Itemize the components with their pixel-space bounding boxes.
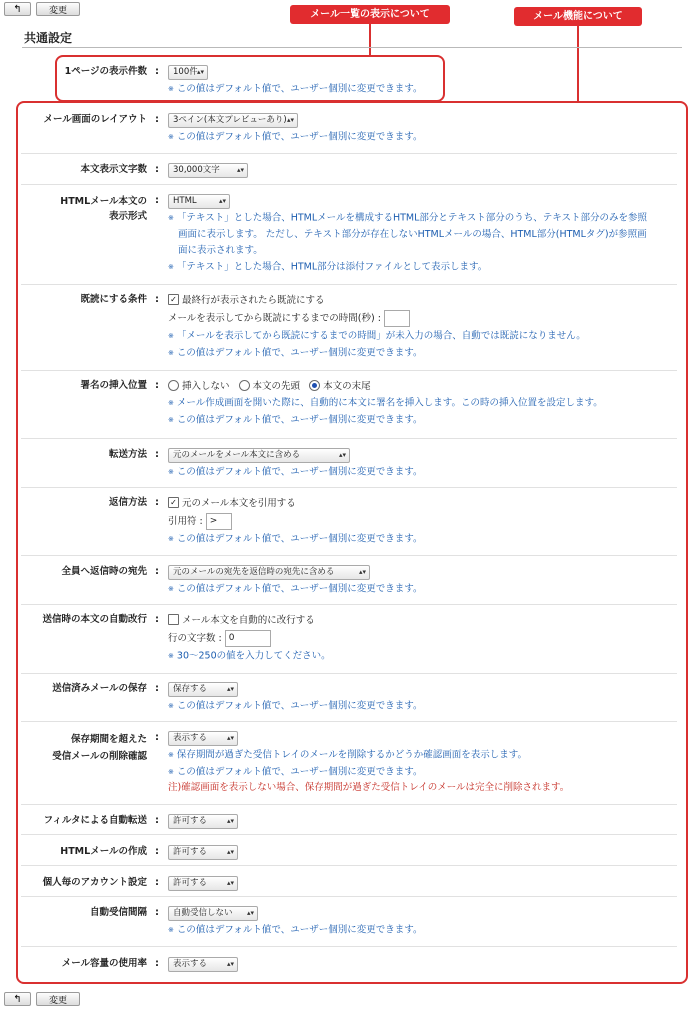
row-label: 署名の挿入位置 [80,380,147,391]
auto-receive-select[interactable]: 自動受信しない ▴▾ [168,906,258,921]
row-label: 保存期間を超えた 受信メールの削除確認 [52,734,147,762]
row-label: HTMLメールの作成 [60,846,147,857]
row-label: 本文表示文字数 [80,164,147,175]
auto-wrap-note: ※ 30～250の値を入力してください。 [168,650,331,662]
select-arrow-icon: ▴▾ [226,685,234,693]
bottom-toolbar [4,992,80,1008]
default-note: ※ この値はデフォルト値で、ユーザー個別に変更できます。 [168,347,423,358]
back-button[interactable] [4,992,31,1006]
expired-confirm-select[interactable]: 表示する ▴▾ [168,731,238,746]
row-divider [21,284,677,285]
back-arrow-icon: ↰ [13,4,22,15]
row-divider [21,153,677,154]
layout-select[interactable]: 3ペイン(本文プレビューあり) ▴▾ [168,113,298,128]
row-divider [21,487,677,488]
read-last-line-checkbox[interactable]: ✓ [168,294,179,305]
select-arrow-icon: ▴▾ [196,68,204,76]
row-divider [21,370,677,371]
signature-note: ※ メール作成画面を開いた際に、自動的に本文に署名を挿入します。この時の挿入位置を設定します。 [168,397,603,409]
section-title: 共通設定 [24,31,73,45]
back-arrow-icon: ↰ [13,994,22,1005]
sent-save-select[interactable]: 保存する ▴▾ [168,682,238,697]
default-note: ※ この値はデフォルト値で、ユーザー個別に変更できます。 [168,700,423,712]
forward-select[interactable]: 元のメールをメール本文に含める ▴▾ [168,448,350,463]
title-divider [22,47,682,48]
row-divider [21,673,677,674]
row-label: 既読にする条件 [80,294,147,305]
expired-warning: 注)確認画面を表示しない場合、保存期間が過ぎた受信トレイのメールは完全に削除されます。 [168,782,570,793]
row-divider [21,604,677,605]
select-arrow-icon: ▴▾ [226,817,234,825]
select-arrow-icon: ▴▾ [226,734,234,742]
callout-connector [369,24,371,55]
html-format-select[interactable]: HTML ▴▾ [168,194,230,209]
row-divider [21,865,677,866]
select-arrow-icon: ▴▾ [246,909,254,917]
filter-forward-select[interactable]: 許可する ▴▾ [168,814,238,829]
row-label: 自動受信間隔 [89,907,147,918]
select-arrow-icon: ▴▾ [226,960,234,968]
html-compose-select[interactable]: 許可する ▴▾ [168,845,238,860]
default-note: ※ この値はデフォルト値で、ユーザー個別に変更できます。 [168,83,423,95]
top-toolbar [4,2,80,18]
callout-mail-function: メール機能について [514,7,642,26]
select-arrow-icon: ▴▾ [226,848,234,856]
default-note: ※ この値はデフォルト値で、ユーザー個別に変更できます。 [168,583,423,595]
select-arrow-icon: ▴▾ [236,166,244,174]
expired-note: ※ 保存期間が過ぎた受信トレイのメールを削除するかどうか確認画面を表示します。 [168,749,527,761]
row-label: 転送方法 [108,449,147,460]
row-label: 全員へ返信時の宛先 [61,566,147,577]
select-arrow-icon: ▴▾ [226,879,234,887]
read-seconds-input[interactable] [384,310,410,327]
read-cond-note: ※ 「メールを表示してから既読にするまでの時間」が未入力の場合、自動では既読になりません。 [168,330,586,342]
select-arrow-icon: ▴▾ [218,197,226,205]
quote-mark-input[interactable]: > [206,513,232,530]
callout-list-display: メール一覧の表示について [290,5,450,24]
signature-top-radio[interactable] [239,380,250,391]
line-chars-input[interactable]: 0 [225,630,271,647]
default-note: ※ この値はデフォルト値で、ユーザー個別に変更できます。 [168,533,423,545]
change-button[interactable]: 変更 [36,2,80,16]
row-label: メール画面のレイアウト [43,114,147,125]
account-setting-select[interactable]: 許可する ▴▾ [168,876,238,891]
back-button[interactable] [4,2,31,16]
html-format-note: ※ 「テキスト」とした場合、HTMLメールを構成するHTML部分とテキスト部分のうち、テキスト部分のみを参照 [168,212,648,224]
select-arrow-icon: ▴▾ [286,116,294,124]
row-label: 個人毎のアカウント設定 [42,877,147,888]
signature-bottom-radio[interactable] [309,380,320,391]
default-note: ※ この値はデフォルト値で、ユーザー個別に変更できます。 [168,131,423,143]
default-note: ※ この値はデフォルト値で、ユーザー個別に変更できます。 [168,924,423,936]
quote-original-checkbox[interactable]: ✓ [168,497,179,508]
row-label: メール容量の使用率 [61,958,147,969]
default-note: ※ この値はデフォルト値で、ユーザー個別に変更できます。 [168,466,423,478]
row-divider [21,834,677,835]
auto-wrap-checkbox[interactable] [168,614,179,625]
row-label: HTMLメール本文の 表示形式 [60,196,147,222]
default-note: ※ この値はデフォルト値で、ユーザー個別に変更できます。 [168,766,423,777]
body-chars-select[interactable]: 30,000文字 ▴▾ [168,163,248,178]
row-label: 返信方法 [108,497,147,508]
row-label: 送信時の本文の自動改行 [42,614,147,625]
usage-rate-select[interactable]: 表示する ▴▾ [168,957,238,972]
row-label: 送信済みメールの保存 [52,683,147,694]
reply-all-select[interactable]: 元のメールの宛先を返信時の宛先に含める ▴▾ [168,565,370,580]
row-label: 1ページの表示件数 [64,66,147,77]
default-note: ※ この値はデフォルト値で、ユーザー個別に変更できます。 [168,414,423,425]
select-arrow-icon: ▴▾ [338,451,346,459]
row-divider [21,896,677,897]
per-page-select[interactable]: 100件 ▴▾ [168,65,208,80]
html-format-note-2: ※ 「テキスト」とした場合、HTML部分は添付ファイルとして表示します。 [168,261,488,272]
change-button[interactable]: 変更 [36,992,80,1006]
row-divider [21,555,677,556]
select-arrow-icon: ▴▾ [358,568,366,576]
signature-none-radio[interactable] [168,380,179,391]
row-divider [21,721,677,722]
row-divider [21,946,677,947]
row-label: フィルタによる自動転送 [43,815,147,826]
row-divider [21,184,677,185]
row-divider [21,804,677,805]
row-divider [21,438,677,439]
